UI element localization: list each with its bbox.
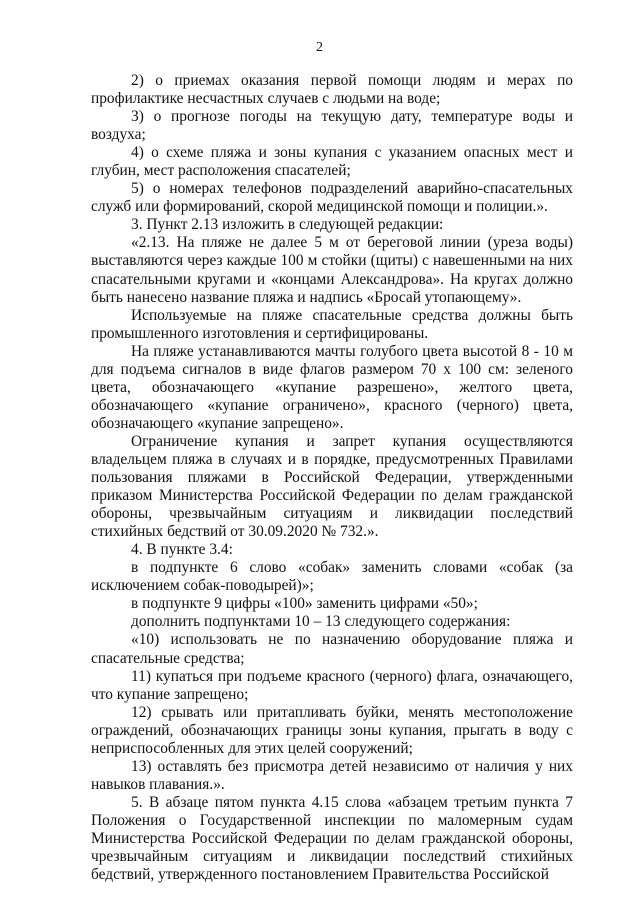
- paragraph-item-5: 5) о номерах телефонов подразделений аварийно-спасательных служб или формирований, скорой медицинской помощи и полиции.».: [91, 180, 573, 216]
- page-number: 2: [316, 40, 323, 55]
- paragraph-clause-3-heading: 3. Пункт 2.13 изложить в следующей редакции:: [131, 216, 444, 234]
- paragraph-item-10: «10) использовать не по назначению оборудование пляжа и спасательные средства;: [91, 631, 573, 667]
- paragraph-clause-5: 5. В абзаце пятом пункта 4.15 слова «абзацем третьим пункта 7 Положения о Государственной инспекции по маломерным судам Министерства Российской Федерации по делам гражданской обороны, чрезвычайным ситуациям и ликвидации последствий стихийных бедствий, утвержденного постановлением Правительства Российской: [91, 793, 573, 884]
- paragraph-clause-4-heading: 4. В пункте 3.4:: [131, 541, 233, 559]
- paragraph-item-3: 3) о прогнозе погоды на текущую дату, температуре воды и воздуха;: [91, 108, 573, 144]
- paragraph-bathing-restriction: Ограничение купания и запрет купания осуществляются владельцем пляжа в случаях и в порядке, предусмотренных Правилами пользования пляжами в Российской Федерации, утвержденными приказом Министерства Российской Федерации по делам гражданской обороны, чрезвычайным ситуациям и ликвидации последствий стихийных бедствий от 30.09.2020 № 732.».: [91, 432, 573, 541]
- paragraph-item-12: 12) срывать или притапливать буйки, менять местоположение ограждений, обозначающих границы зоны купания, прыгать в воду с неприспособленных для этих целей сооружений;: [91, 703, 573, 757]
- document-text-body: [91, 72, 573, 884]
- paragraph-subclause-6: в подпункте 6 слово «собак» заменить словами «собак (за исключением собак-поводырей)»;: [91, 559, 573, 595]
- paragraph-rescue-equipment: Используемые на пляже спасательные средства должны быть промышленного изготовления и сертифицированы.: [91, 306, 573, 342]
- paragraph-item-4: 4) о схеме пляжа и зоны купания с указанием опасных мест и глубин, мест расположения спасателей;: [91, 144, 573, 180]
- paragraph-item-13: 13) оставлять без присмотра детей независимо от наличия у них навыков плавания.».: [91, 757, 573, 793]
- paragraph-item-11: 11) купаться при подъеме красного (черного) флага, означающего, что купание запрещено;: [91, 667, 573, 703]
- paragraph-flag-masts: На пляже устанавливаются мачты голубого цвета высотой 8 - 10 м для подъема сигналов в виде флагов размером 70 х 100 см: зеленого цвета, обозначающего «купание разрешено», желтого цвета, обозначающего «купание ограничено», красного (черного) цвета, обозначающего «купание запрещено».: [91, 342, 573, 432]
- paragraph-item-2: 2) о приемах оказания первой помощи людям и мерах по профилактике несчастных случаев с людьми на воде;: [91, 72, 573, 108]
- paragraph-clause-2-13: «2.13. На пляже не далее 5 м от береговой линии (уреза воды) выставляются через каждые 100 м стойки (щиты) с навешенными на них спасательными кругами и «концами Александрова». На кругах должно быть нанесено название пляжа и надпись «Бросай утопающему».: [91, 234, 573, 306]
- paragraph-subclause-9: в подпункте 9 цифры «100» заменить цифрами «50»;: [131, 595, 478, 613]
- paragraph-add-subclauses: дополнить подпунктами 10 – 13 следующего содержания:: [131, 613, 511, 631]
